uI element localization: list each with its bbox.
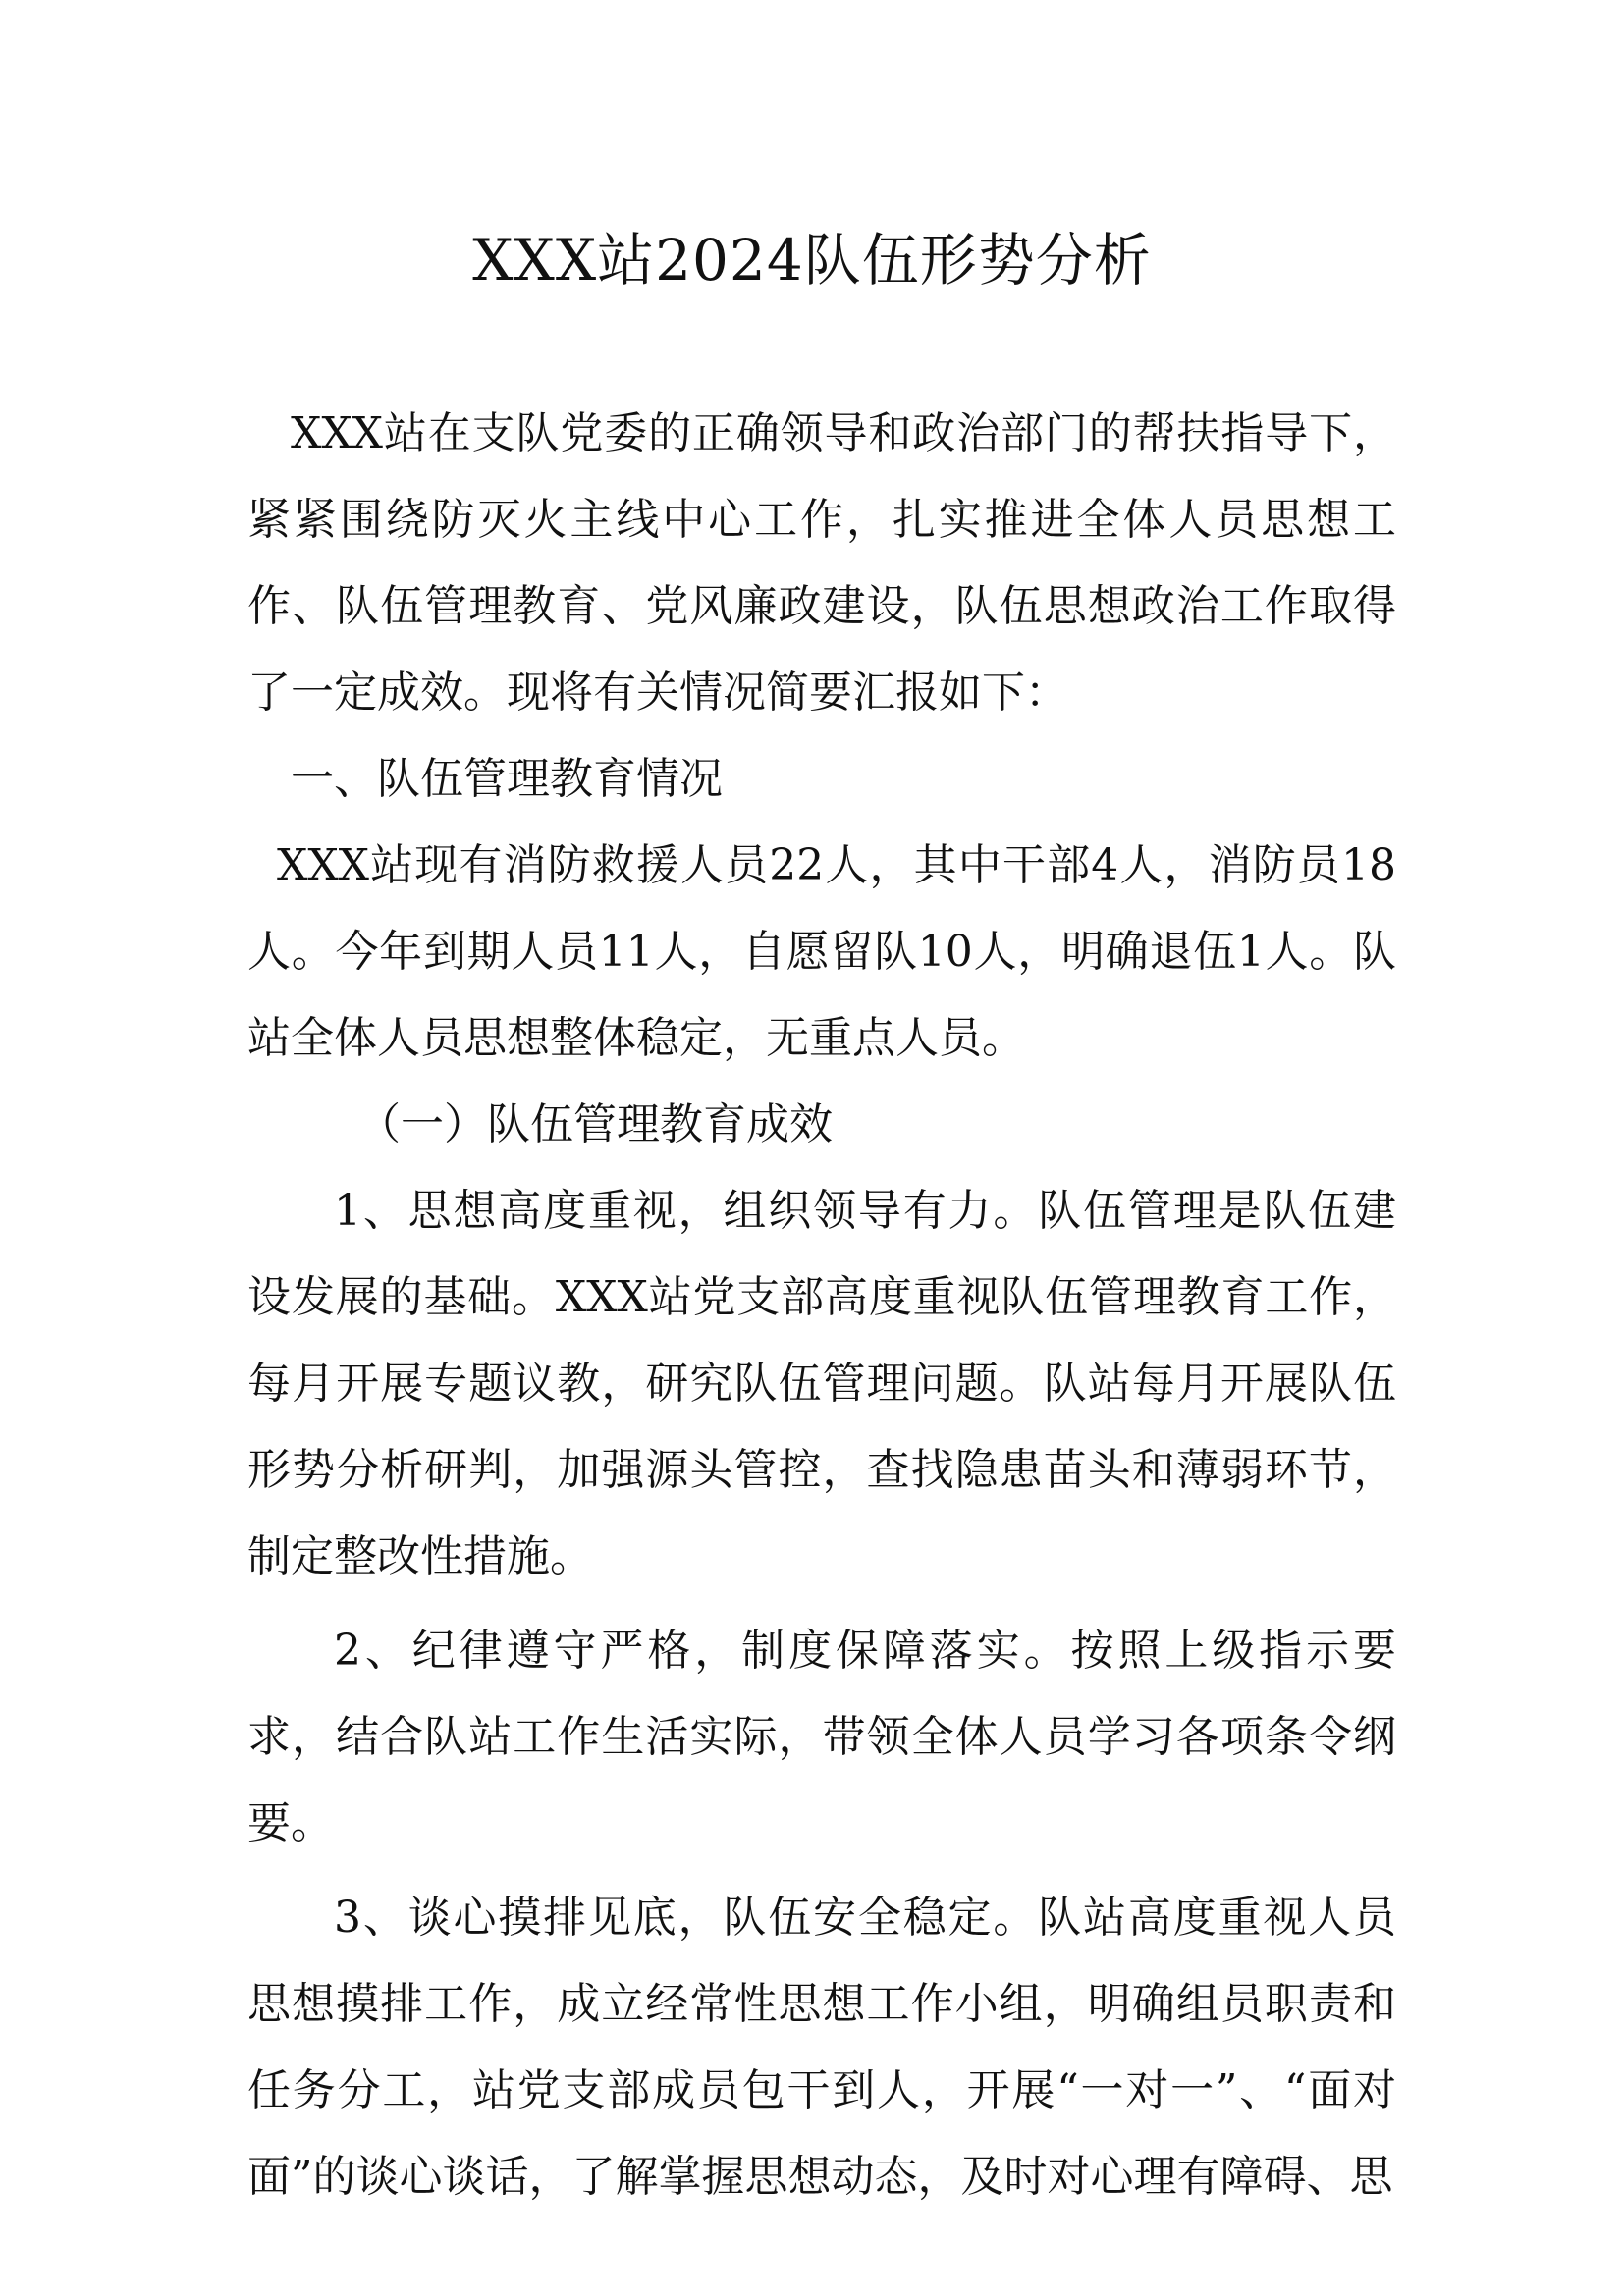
intro-paragraph: XXX站在支队党委的正确领导和政治部门的帮扶指导下，紧紧围绕防灭火主线中心工作，扎实推进全体人员思想工作、队伍管理教育、党风廉政建设，队伍思想政治工作取得了一定成效。现将有关情况简要汇报如下： — [247, 408, 1396, 718]
page-title: XXX站2024队伍形势分析 — [472, 227, 1152, 294]
subsection-heading-1: （一）队伍管理教育成效 — [357, 1099, 833, 1149]
section-heading-1: 一、队伍管理教育情况 — [291, 754, 723, 804]
point-1-paragraph: 1、思想高度重视，组织领导有力。队伍管理是队伍建设发展的基础。XXX站党支部高度重视队伍管理教育工作，每月开展专题议教，研究队伍管理问题。队站每月开展队伍形势分析研判，加强源头管控，查找隐患苗头和薄弱环节，制定整改性措施。 — [247, 1186, 1396, 1581]
staff-summary-paragraph: XXX站现有消防救援人员22人，其中干部4人，消防员18人。今年到期人员11人，自愿留队10人，明确退伍1人。队站全体人员思想整体稳定，无重点人员。 — [247, 840, 1396, 1063]
point-2-paragraph: 2、纪律遵守严格，制度保障落实。按照上级指示要求，结合队站工作生活实际，带领全体人员学习各项条令纲要。 — [247, 1626, 1396, 1848]
document-body — [247, 391, 1396, 2220]
point-3-paragraph: 3、谈心摸排见底，队伍安全稳定。队站高度重视人员思想摸排工作，成立经常性思想工作小组，明确组员职责和任务分工，站党支部成员包干到人，开展“一对一”、“面对面”的谈心谈话，了解掌握思想动态，及时对心理有障碍、思 — [247, 1893, 1396, 2202]
